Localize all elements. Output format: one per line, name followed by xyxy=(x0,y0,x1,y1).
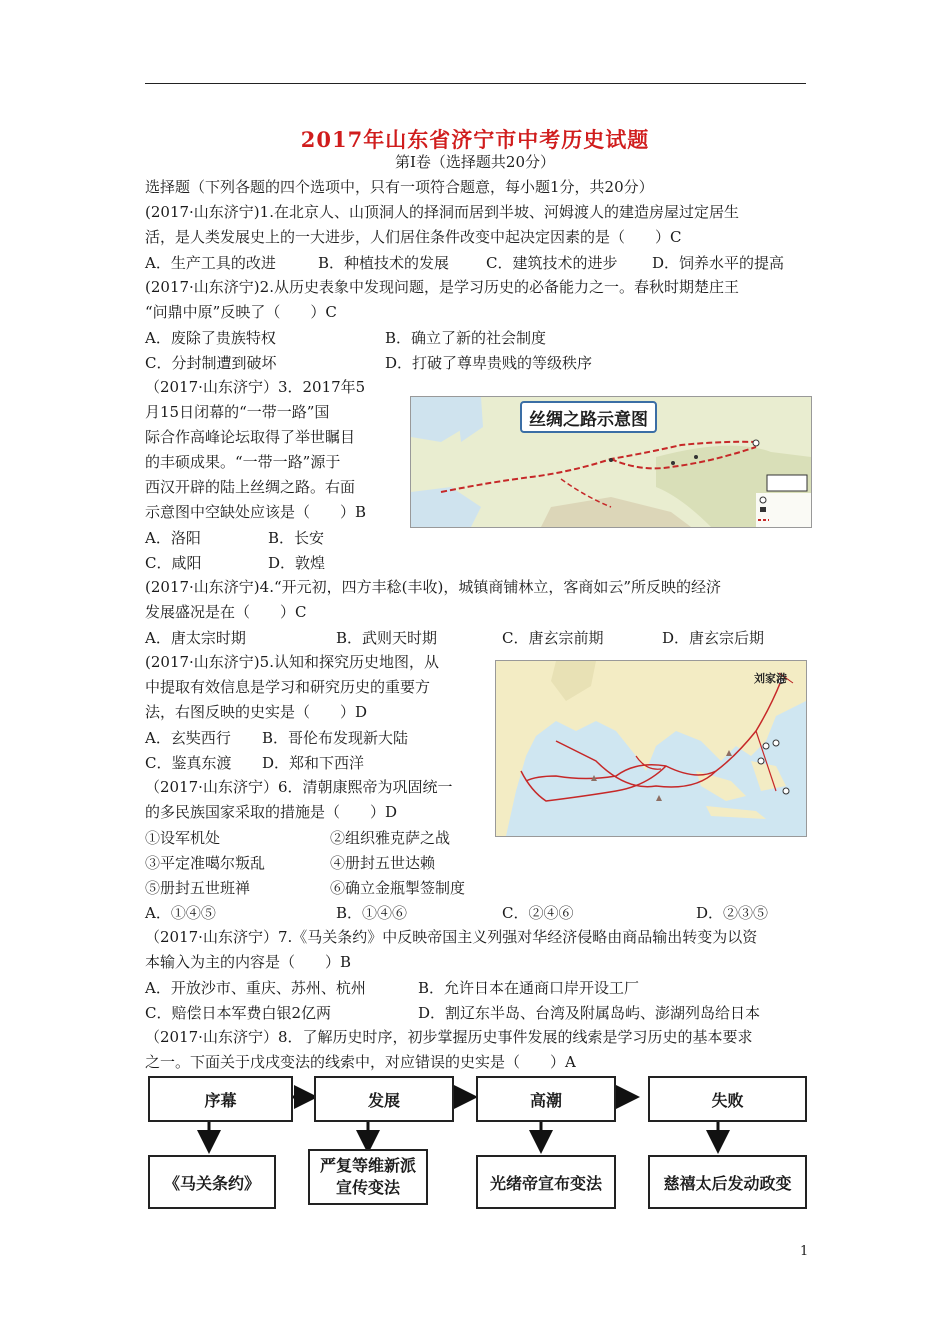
q6-option-c: C．②④⑥ xyxy=(502,904,574,922)
liujiagang-label: 刘家港 xyxy=(754,672,787,685)
q3-stem-line2: 月15日闭幕的“一带一路”国 xyxy=(145,403,330,421)
event-reformers-promote: 严复等维新派宣传变法 xyxy=(308,1149,428,1205)
q1-option-b: B．种植技术的发展 xyxy=(318,254,450,272)
page-number: 1 xyxy=(800,1244,809,1259)
q4-option-a: A．唐太宗时期 xyxy=(145,629,246,647)
q7-option-b: B．允许日本在通商口岸开设工厂 xyxy=(418,979,640,997)
event-treaty-of-shimonoseki: 《马关条约》 xyxy=(148,1155,276,1209)
stage-prelude: 序幕 xyxy=(148,1076,293,1122)
q8-stem-line1: （2017·山东济宁）8．了解历史时序，初步掌握历史事件发展的线索是学习历史的基本要求 xyxy=(145,1028,753,1046)
q7-stem-line1: （2017·山东济宁）7.《马关条约》中反映帝国主义列强对华经济侵略由商品输出转变为以资 xyxy=(145,928,758,946)
q5-option-d: D．郑和下西洋 xyxy=(262,754,365,772)
q6-item-3: ③平定准噶尔叛乱 xyxy=(145,854,266,872)
q2-option-c: C．分封制遭到破坏 xyxy=(145,354,277,372)
q3-option-a: A．洛阳 xyxy=(145,529,201,547)
q4-option-b: B．武则天时期 xyxy=(336,629,438,647)
q2-option-a: A．废除了贵族特权 xyxy=(145,329,276,347)
q1-stem-line1: (2017·山东济宁)1.在北京人、山顶洞人的择洞而居到半坡、河姆渡人的建造房屋过定居生 xyxy=(145,203,739,221)
q7-stem-line2: 本输入为主的内容是（ ）B xyxy=(145,953,352,971)
q3-stem-line4: 的丰硕成果。“一带一路”源于 xyxy=(145,453,341,471)
q4-option-c: C．唐玄宗前期 xyxy=(502,629,604,647)
stage-development: 发展 xyxy=(314,1076,454,1122)
q6-option-a: A．①④⑤ xyxy=(145,904,216,922)
q5-option-a: A．玄奘西行 xyxy=(145,729,231,747)
stage-climax: 高潮 xyxy=(476,1076,616,1122)
q5-stem-line3: 法，右图反映的史实是（ ）D xyxy=(145,703,368,721)
q7-option-d: D．割辽东半岛、台湾及附属岛屿、澎湖列岛给日本 xyxy=(418,1004,761,1022)
q6-option-d: D．②③⑤ xyxy=(696,904,769,922)
q3-option-c: C．咸阳 xyxy=(145,554,202,572)
q3-option-d: D．敦煌 xyxy=(268,554,326,572)
q3-stem-line3: 际合作高峰论坛取得了举世瞩目 xyxy=(145,428,356,446)
q7-option-a: A．开放沙市、重庆、苏州、杭州 xyxy=(145,979,366,997)
silk-road-map-title: 丝绸之路示意图 xyxy=(529,410,648,430)
q5-stem-line2: 中提取有效信息是学习和研究历史的重要方 xyxy=(145,678,431,696)
event-empress-dowager-coup: 慈禧太后发动政变 xyxy=(648,1155,807,1209)
q5-option-b: B．哥伦布发现新大陆 xyxy=(262,729,409,747)
section-intro: 选择题（下列各题的四个选项中，只有一项符合题意，每小题1分，共20分） xyxy=(145,178,654,196)
q6-item-5: ⑤册封五世班禅 xyxy=(145,879,251,897)
q1-option-c: C．建筑技术的进步 xyxy=(486,254,618,272)
q6-item-1: ①设军机处 xyxy=(145,829,221,847)
q6-option-b: B．①④⑥ xyxy=(336,904,408,922)
q2-stem-line2: “问鼎中原”反映了（ ）C xyxy=(145,303,337,321)
q6-stem-line2: 的多民族国家采取的措施是（ ）D xyxy=(145,803,398,821)
q4-stem-line2: 发展盛况是在（ ）C xyxy=(145,603,307,621)
q4-stem-line1: (2017·山东济宁)4.“开元初，四方丰稔(丰收)，城镇商铺林立，客商如云”所反映的经济 xyxy=(145,578,722,596)
q3-option-b: B．长安 xyxy=(268,529,325,547)
q6-item-2: ②组织雅克萨之战 xyxy=(330,829,451,847)
q3-stem-line1: （2017·山东济宁）3．2017年5 xyxy=(145,378,366,396)
q6-stem-line1: （2017·山东济宁）6．清朝康熙帝为巩固统一 xyxy=(145,778,453,796)
q2-stem-line1: (2017·山东济宁)2.从历史表象中发现问题，是学习历史的必备能力之一。春秋时期楚庄王 xyxy=(145,278,739,296)
q1-option-d: D．饲养水平的提高 xyxy=(652,254,785,272)
q8-stem-line2: 之一。下面关于戊戌变法的线索中，对应错误的史实是（ ）A xyxy=(145,1053,576,1071)
q3-stem-line6: 示意图中空缺处应该是（ ）B xyxy=(145,503,367,521)
q1-stem-line2: 活，是人类发展史上的一大进步，人们居住条件改变中起决定因素的是（ ）C xyxy=(145,228,682,246)
q5-stem-line1: (2017·山东济宁)5.认知和探究历史地图，从 xyxy=(145,653,439,671)
paper-section-subtitle: 第Ⅰ卷（选择题共20分） xyxy=(394,153,555,171)
q6-item-6: ⑥确立金瓶掣签制度 xyxy=(330,879,466,897)
page-title: 2017年山东省济宁市中考历史试题 xyxy=(300,127,650,152)
q4-option-d: D．唐玄宗后期 xyxy=(662,629,765,647)
q3-stem-line5: 西汉开辟的陆上丝绸之路。右面 xyxy=(145,478,356,496)
q2-option-d: D．打破了尊卑贵贱的等级秩序 xyxy=(385,354,593,372)
q5-option-c: C．鉴真东渡 xyxy=(145,754,232,772)
event-emperor-announces-reform: 光绪帝宣布变法 xyxy=(476,1155,616,1209)
q2-option-b: B．确立了新的社会制度 xyxy=(385,329,547,347)
q7-option-c: C．赔偿日本军费白银2亿两 xyxy=(145,1004,332,1022)
stage-failure: 失败 xyxy=(648,1076,807,1122)
q1-option-a: A．生产工具的改进 xyxy=(145,254,276,272)
q6-item-4: ④册封五世达赖 xyxy=(330,854,436,872)
